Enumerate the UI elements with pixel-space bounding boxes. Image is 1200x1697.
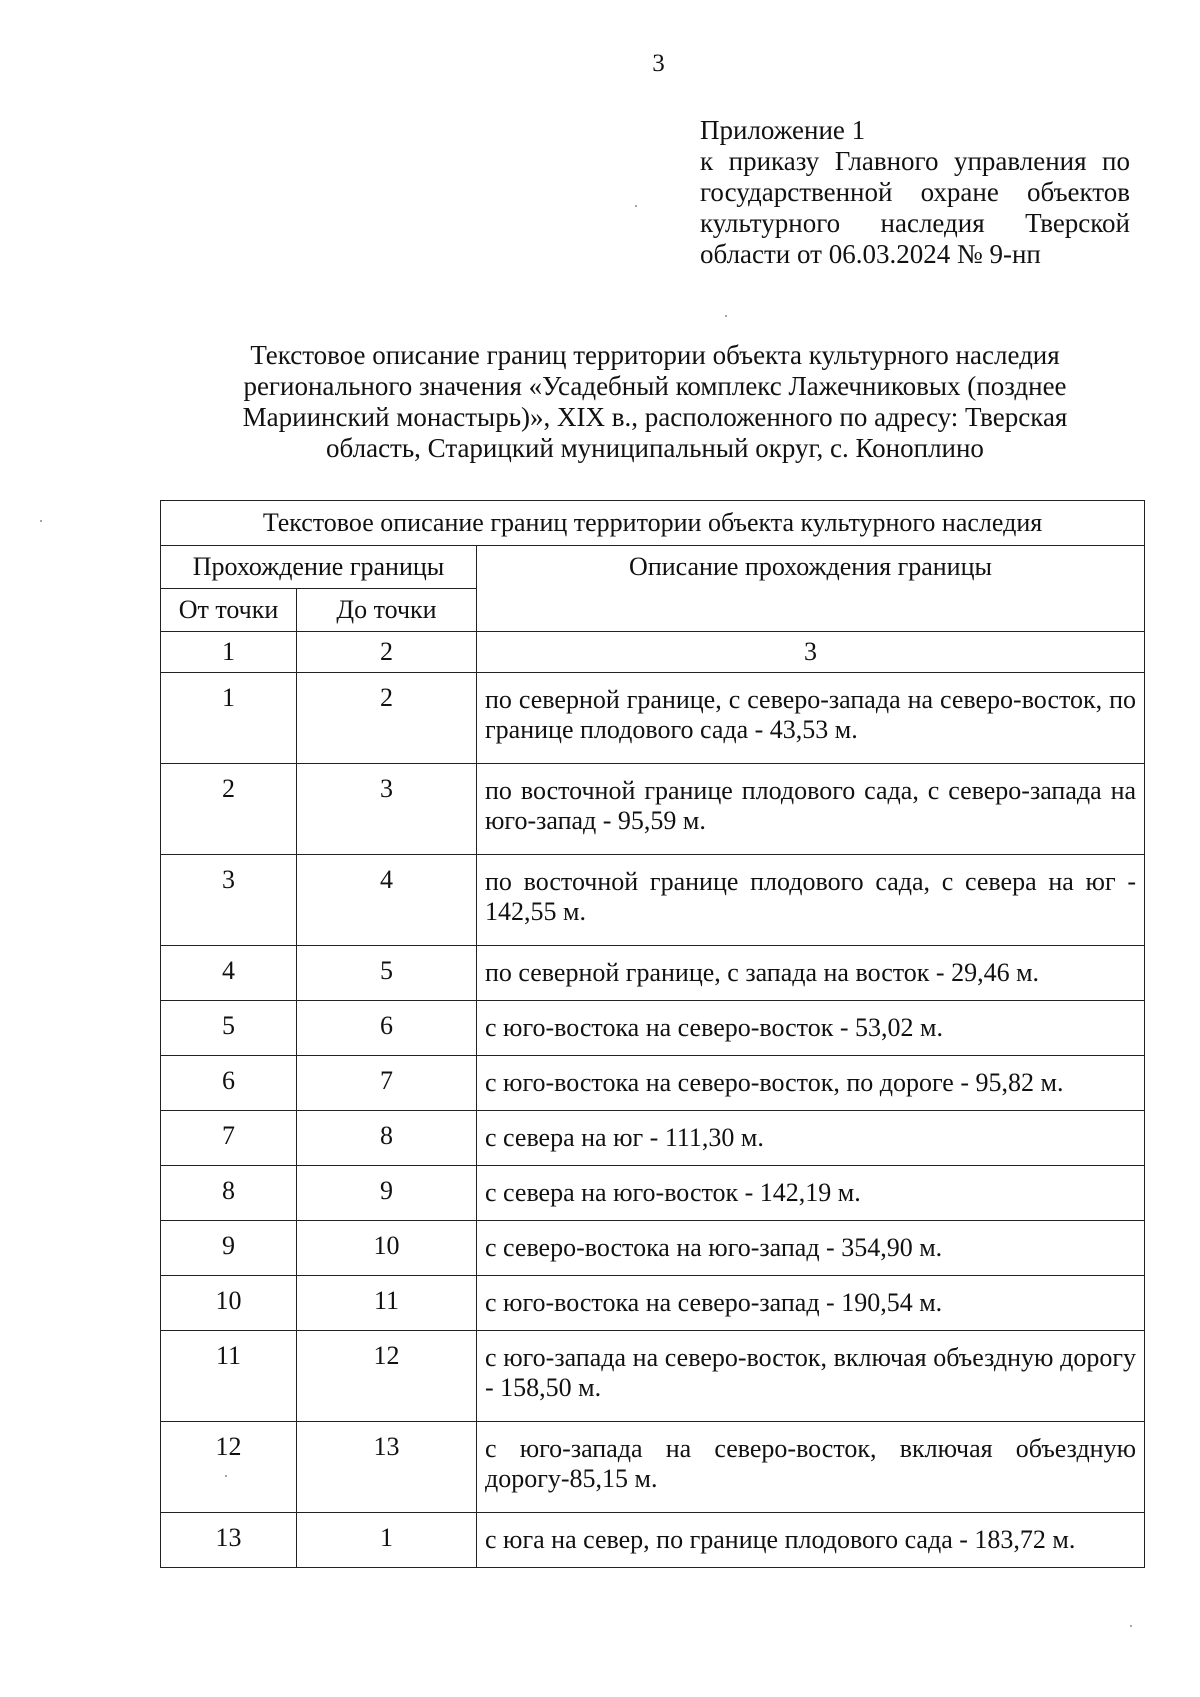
appendix-line: культурного наследия Тверской	[700, 208, 1130, 238]
table-row	[161, 1276, 1145, 1331]
to-point: 13	[297, 1422, 477, 1513]
table-row	[161, 673, 1145, 764]
scan-speck	[635, 205, 637, 207]
boundary-description: с юго-запада на северо-восток, включая объездную дорогу - 158,50 м.	[477, 1331, 1145, 1422]
boundary-table	[160, 500, 1145, 1568]
to-point: 10	[297, 1221, 477, 1276]
table-row	[161, 1111, 1145, 1166]
table-row	[161, 855, 1145, 946]
boundary-description: с юго-востока на северо-восток - 53,02 м.	[477, 1001, 1145, 1056]
to-point: 7	[297, 1056, 477, 1111]
index-cell: 3	[477, 632, 1145, 673]
table-row	[161, 1422, 1145, 1513]
boundary-description: с юга на север, по границе плодового сада - 183,72 м.	[477, 1513, 1145, 1568]
index-cell: 2	[297, 632, 477, 673]
boundary-description: с северо-востока на юго-запад - 354,90 м.	[477, 1221, 1145, 1276]
from-point: 12	[161, 1422, 297, 1513]
to-point: 12	[297, 1331, 477, 1422]
to-point: 11	[297, 1276, 477, 1331]
table-row	[161, 764, 1145, 855]
from-point: 9	[161, 1221, 297, 1276]
to-point: 8	[297, 1111, 477, 1166]
scan-speck	[1130, 1625, 1132, 1627]
to-point: 1	[297, 1513, 477, 1568]
appendix-block	[700, 115, 1130, 270]
from-point: 7	[161, 1111, 297, 1166]
appendix-line: к приказу Главного управления по	[700, 146, 1130, 176]
page-number: 3	[652, 50, 665, 77]
from-point: 2	[161, 764, 297, 855]
from-point: 11	[161, 1331, 297, 1422]
appendix-title: Приложение 1	[700, 115, 866, 145]
boundary-description: с севера на юго-восток - 142,19 м.	[477, 1166, 1145, 1221]
to-point: 3	[297, 764, 477, 855]
document-title: Текстовое описание границ территории объекта культурного наследия регионального значения «Усадебный комплекс Лажечниковых (позднее Мариинский монастырь)», XIX в., расположенного по адресу: Тверская область, Старицкий муниципальный округ, с. Коноплино	[242, 340, 1068, 463]
boundary-description: по северной границе, с северо-запада на северо-восток, по границе плодового сада - 43,53 м.	[477, 673, 1145, 764]
table-row	[161, 1513, 1145, 1568]
from-point: 4	[161, 946, 297, 1001]
boundary-description: с юго-востока на северо-запад - 190,54 м.	[477, 1276, 1145, 1331]
appendix-line: государственной охране объектов	[700, 177, 1130, 207]
to-point: 4	[297, 855, 477, 946]
from-point: 10	[161, 1276, 297, 1331]
from-point: 8	[161, 1166, 297, 1221]
from-point: 13	[161, 1513, 297, 1568]
to-point: 2	[297, 673, 477, 764]
col-to-header: До точки	[297, 589, 477, 632]
boundary-description: с юго-запада на северо-восток, включая объездную дорогу-85,15 м.	[477, 1422, 1145, 1513]
from-point: 1	[161, 673, 297, 764]
boundary-description: с севера на юг - 111,30 м.	[477, 1111, 1145, 1166]
table-row	[161, 1001, 1145, 1056]
boundary-description: по северной границе, с запада на восток - 29,46 м.	[477, 946, 1145, 1001]
col-group-header: Прохождение границы	[161, 546, 477, 589]
table-caption: Текстовое описание границ территории объекта культурного наследия	[161, 501, 1145, 546]
scan-speck	[725, 315, 727, 317]
index-cell: 1	[161, 632, 297, 673]
table-row	[161, 1221, 1145, 1276]
col-from-header: От точки	[161, 589, 297, 632]
boundary-description: с юго-востока на северо-восток, по дороге - 95,82 м.	[477, 1056, 1145, 1111]
scan-speck	[40, 520, 42, 522]
appendix-line: области от 06.03.2024 № 9-нп	[700, 239, 1041, 269]
from-point: 5	[161, 1001, 297, 1056]
to-point: 5	[297, 946, 477, 1001]
boundary-description: по восточной границе плодового сада, с северо-запада на юго-запад - 95,59 м.	[477, 764, 1145, 855]
from-point: 6	[161, 1056, 297, 1111]
boundary-description: по восточной границе плодового сада, с севера на юг - 142,55 м.	[477, 855, 1145, 946]
to-point: 6	[297, 1001, 477, 1056]
from-point: 3	[161, 855, 297, 946]
col-desc-header: Описание прохождения границы	[477, 546, 1145, 632]
table-row	[161, 1056, 1145, 1111]
scan-speck	[225, 1475, 227, 1477]
table-row	[161, 1331, 1145, 1422]
table-row	[161, 1166, 1145, 1221]
to-point: 9	[297, 1166, 477, 1221]
table-row	[161, 946, 1145, 1001]
